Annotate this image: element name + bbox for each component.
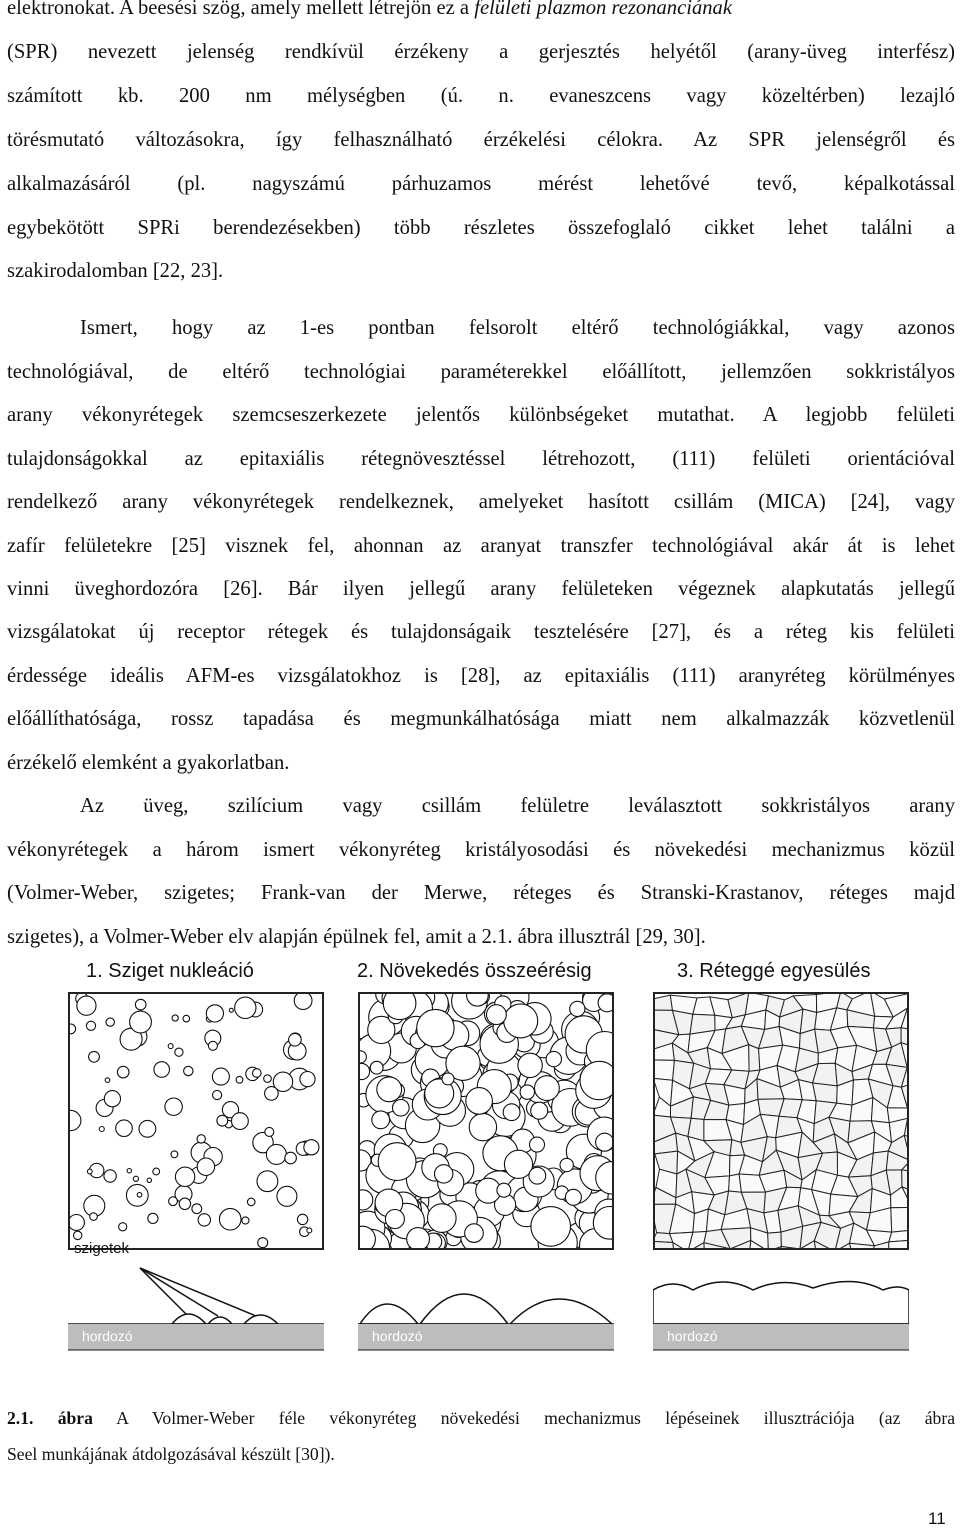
island-nucleus xyxy=(175,1167,194,1186)
island-nucleus xyxy=(192,1204,202,1214)
growing-grain xyxy=(546,1051,561,1066)
island-nucleus xyxy=(119,1223,127,1231)
growing-grain xyxy=(598,994,612,1012)
coalesced-grain xyxy=(768,1232,782,1248)
cross-section-3 xyxy=(653,1260,909,1352)
island-nucleus xyxy=(197,1158,214,1175)
island-nucleus xyxy=(229,1008,233,1012)
island-nucleus xyxy=(265,1087,279,1101)
growing-grain xyxy=(518,1053,542,1077)
growing-grain xyxy=(385,1210,404,1229)
growing-grain xyxy=(503,1104,520,1121)
island-nucleus xyxy=(183,1015,190,1022)
text-line: vinni üveghordozóra [26]. Bár ilyen jellegű arany felületeken végeznek alapkutatás jellegű xyxy=(7,578,955,600)
island-nucleus xyxy=(294,994,312,1010)
island-nucleus xyxy=(130,1011,152,1033)
island-nucleus xyxy=(104,1170,116,1182)
text-line: elektronokat. A beesési szög, amely mellett létrejön ez a felületi plazmon rezonanciának xyxy=(7,0,732,19)
island-nucleus xyxy=(289,1034,302,1047)
text-line: szakirodalomban [22, 23]. xyxy=(7,260,224,282)
growing-grain xyxy=(596,1133,612,1151)
island-nucleus xyxy=(90,1213,98,1221)
island-nucleus xyxy=(77,996,96,1015)
growing-grain xyxy=(378,1143,416,1181)
island-nucleus xyxy=(147,1178,151,1182)
panel-3-title: 3. Réteggé egyesülés xyxy=(677,960,871,982)
figure-caption-line-1: 2.1. ábra A Volmer-Weber féle vékonyréteg növekedési mechanizmus lépéseinek illusztrációja (az ábra xyxy=(7,1408,955,1428)
text-line: érzékelő elemként a gyakorlatban. xyxy=(7,752,290,774)
island-nucleus xyxy=(99,1127,104,1132)
island-nucleus xyxy=(257,1171,278,1192)
growing-grain xyxy=(535,1076,560,1101)
text-line: előállíthatósága, rossz tapadása és megmunkálhatósága miatt nem alkalmazzák közvetlenül xyxy=(7,708,955,730)
island-nucleus xyxy=(285,1152,297,1164)
growing-grain xyxy=(469,1113,496,1140)
panel-1-nucleation xyxy=(68,992,324,1250)
panel-1-title: 1. Sziget nukleáció xyxy=(86,960,254,982)
growing-grain xyxy=(372,1111,390,1129)
coalesced-grain xyxy=(655,995,673,1010)
island-nucleus xyxy=(169,1197,178,1206)
growing-grain xyxy=(435,1165,453,1183)
coalescence-drawing xyxy=(655,994,907,1248)
island-nucleus xyxy=(117,1066,129,1078)
island-nucleus xyxy=(266,1144,286,1164)
island-nucleus xyxy=(236,1076,243,1083)
text-line: egybekötött SPRi berendezésekben) több részletes összefoglaló cikket lehet találni a xyxy=(7,217,955,239)
island-nucleus xyxy=(153,1168,160,1175)
substrate-label-1: hordozó xyxy=(82,1328,133,1344)
nucleation-drawing xyxy=(70,994,322,1248)
island-nucleus xyxy=(184,1066,193,1075)
island-nucleus xyxy=(219,1208,241,1230)
panel-2-growth xyxy=(358,992,614,1250)
island-nucleus xyxy=(139,1120,156,1137)
island-nucleus xyxy=(208,1041,217,1050)
island-nucleus xyxy=(304,1140,319,1155)
growing-grain xyxy=(393,1100,410,1117)
growing-grain xyxy=(407,1228,430,1248)
island-nucleus xyxy=(148,1213,158,1223)
island-nucleus xyxy=(297,1214,307,1224)
island-nucleus xyxy=(168,1044,173,1049)
growing-grain xyxy=(497,1183,511,1197)
island-nucleus xyxy=(89,1051,100,1062)
text-line: tulajdonságokkal az epitaxiális rétegnövesztéssel létrehozott, (111) felületi orientációval xyxy=(7,448,955,470)
text-line: vékonyrétegek a három ismert vékonyréteg kristályosodási és növekedési mechanizmus közül xyxy=(7,839,955,861)
figure-caption-line-2: Seel munkájának átdolgozásával készült [30]). xyxy=(7,1444,335,1464)
text-line: technológiával, de eltérő technológiai paraméterekkel előállított, jellemzően sokkristályos xyxy=(7,361,955,383)
island-nucleus xyxy=(86,1021,95,1030)
growing-grain xyxy=(580,1061,612,1099)
growing-grain xyxy=(520,1085,534,1099)
island-nucleus xyxy=(264,1075,272,1083)
island-nucleus xyxy=(70,1024,76,1034)
substrate-label-2: hordozó xyxy=(372,1328,423,1344)
island-nucleus xyxy=(165,1098,182,1115)
island-nucleus xyxy=(198,1214,210,1226)
island-nucleus xyxy=(135,999,146,1010)
text-line: érdessége ideális AFM-es vizsgálatokhoz is [28], az epitaxiális (111) aranyréteg körülményes xyxy=(7,665,955,687)
island-nucleus xyxy=(70,1110,81,1130)
growing-grain xyxy=(428,1204,457,1233)
growing-grain xyxy=(377,1077,402,1102)
growth-drawing xyxy=(360,994,612,1248)
island-nucleus xyxy=(300,1072,315,1087)
coalesced-grain xyxy=(891,1207,907,1232)
growing-grain xyxy=(487,1005,507,1025)
text-line: Ismert, hogy az 1-es pontban felsorolt eltérő technológiákkal, vagy azonos xyxy=(80,317,955,339)
island-nucleus xyxy=(87,1169,92,1174)
island-nucleus xyxy=(307,1228,312,1233)
island-nucleus xyxy=(172,1015,178,1021)
growing-grain xyxy=(570,1001,585,1016)
growing-grain xyxy=(529,1167,546,1184)
coalesced-grain xyxy=(889,1230,907,1242)
growing-grain xyxy=(560,1158,573,1171)
growing-grain xyxy=(417,1009,454,1046)
page-number: 11 xyxy=(928,1509,946,1528)
growing-grain xyxy=(442,1073,454,1085)
island-nucleus xyxy=(179,1198,190,1209)
text-line: (Volmer-Weber, szigetes; Frank-van der Merwe, réteges és Stranski-Krastanov, réteges majd xyxy=(7,882,955,904)
island-nucleus xyxy=(212,1068,229,1085)
growing-grain xyxy=(465,1224,484,1243)
cross-section-1 xyxy=(68,1240,324,1352)
growing-grain xyxy=(531,1102,548,1119)
text-line: Az üveg, szilícium vagy csillám felületre leválasztott sokkristályos arany xyxy=(80,795,955,817)
island-nucleus xyxy=(74,1231,82,1239)
island-nucleus xyxy=(105,1078,110,1083)
growing-grain xyxy=(531,1207,571,1247)
text-line: számított kb. 200 nm mélységben (ú. n. evaneszcens vagy közeltérben) lezajló xyxy=(7,85,955,107)
growing-grain xyxy=(466,1088,493,1115)
growing-grain xyxy=(370,1061,383,1074)
island-nucleus xyxy=(235,997,256,1018)
island-nucleus xyxy=(232,1113,249,1130)
growing-grain xyxy=(504,1004,538,1038)
island-nucleus xyxy=(137,1193,142,1198)
text-line: arany vékonyrétegek szemcseszerkezete jelentős különbségeket mutathat. A legjobb felületi xyxy=(7,404,955,426)
text-line: törésmutató változásokra, így felhasználható érzékelési célokra. Az SPR jelenségről és xyxy=(7,129,955,151)
text-line: szigetes), a Volmer-Weber elv alapján épülnek fel, amit a 2.1. ábra illusztrál [29, 30]. xyxy=(7,926,706,948)
text-line: zafír felületekre [25] visznek fel, ahonnan az aranyat transzfer technológiával akár át is lehet xyxy=(7,535,955,557)
caption-label: 2.1. ábra xyxy=(7,1408,93,1428)
island-nucleus xyxy=(171,1151,178,1158)
coalesced-grain xyxy=(813,1083,838,1103)
growing-grain xyxy=(565,1189,581,1205)
island-nucleus xyxy=(242,1217,249,1224)
island-nucleus xyxy=(116,1120,133,1137)
growing-grain xyxy=(504,1150,532,1178)
text-line: alkalmazásáról (pl. nagyszámú párhuzamos mérést lehetővé tevő, képalkotással xyxy=(7,173,955,195)
island-nucleus xyxy=(258,1238,268,1248)
text-line: vizsgálatokat új receptor rétegek és tulajdonságaik tesztelésére [27], és a réteg kis felületi xyxy=(7,621,955,643)
coalesced-grain xyxy=(889,1240,907,1248)
text-line: rendelkező arany vékonyrétegek rendelkeznek, amelyeket hasított csillám (MICA) [24], vagy xyxy=(7,491,955,513)
island-nucleus xyxy=(277,1186,297,1206)
island-nucleus xyxy=(133,1176,138,1181)
growing-grain xyxy=(360,1190,373,1210)
island-nucleus xyxy=(175,1048,183,1056)
island-nucleus xyxy=(70,1215,84,1231)
island-nucleus xyxy=(197,1135,205,1143)
panel-2-title: 2. Növekedés összeérésig xyxy=(357,960,592,982)
cross-section-2 xyxy=(358,1260,614,1352)
substrate-label-3: hordozó xyxy=(667,1328,718,1344)
islands-label: szigetek xyxy=(74,1240,130,1257)
island-nucleus xyxy=(106,1018,114,1026)
growing-grain xyxy=(530,1137,545,1152)
island-nucleus xyxy=(104,1091,120,1107)
panel-3-coalescence xyxy=(653,992,909,1250)
coalesced-grain xyxy=(655,1060,674,1080)
island-nucleus xyxy=(127,1169,131,1173)
text-line: (SPR) nevezett jelenség rendkívül érzékeny a gerjesztés helyétől (arany-üveg interfész) xyxy=(7,41,955,63)
island-nucleus xyxy=(247,1198,255,1206)
island-nucleus xyxy=(265,1127,274,1136)
island-nucleus xyxy=(213,1090,222,1099)
figure-volmer-weber xyxy=(60,960,940,1385)
island-nucleus xyxy=(253,1069,262,1078)
island-nucleus xyxy=(206,1005,223,1022)
island-nucleus xyxy=(154,1062,170,1078)
